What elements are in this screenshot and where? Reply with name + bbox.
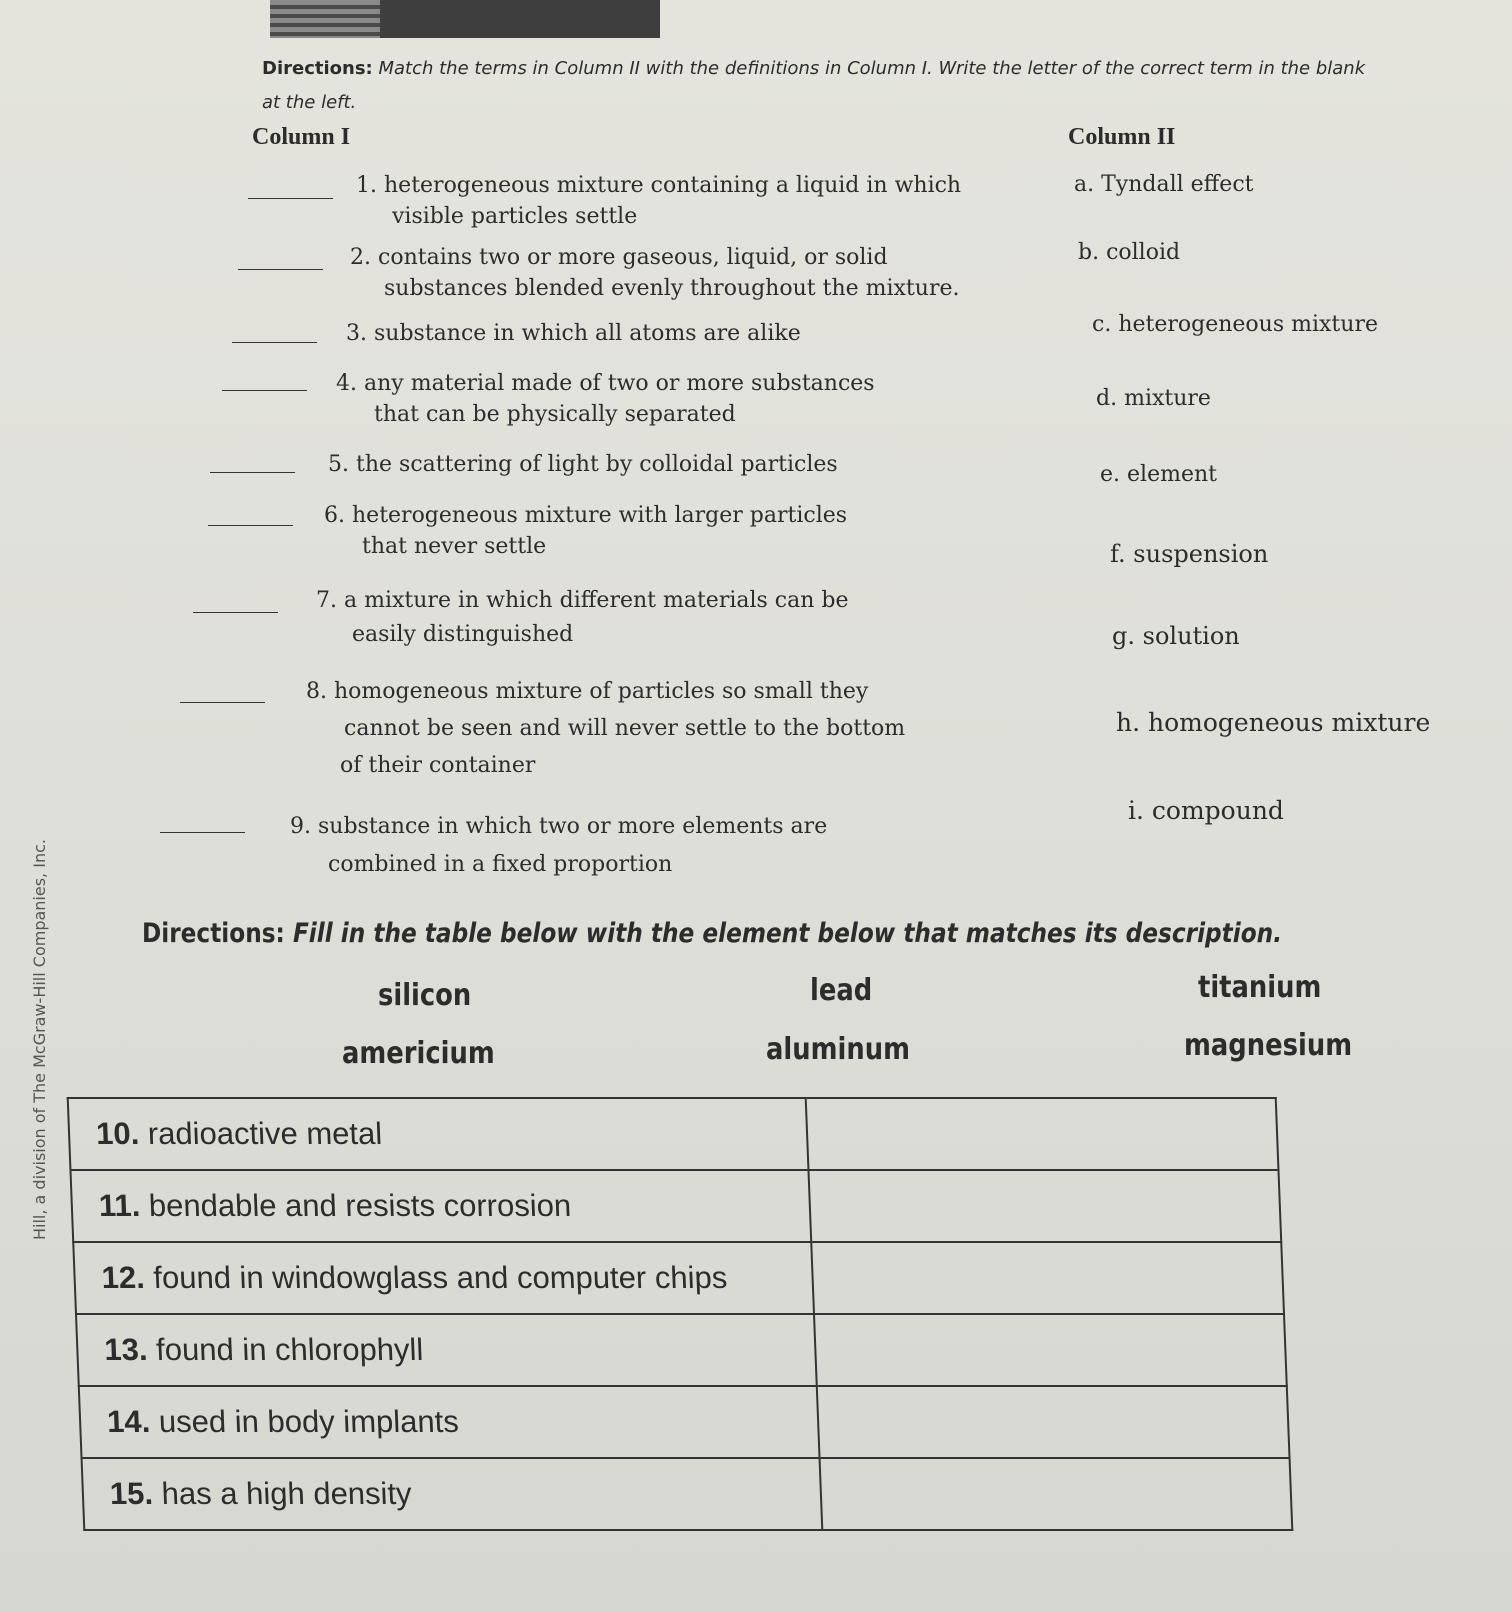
row-description: 10. radioactive metal	[68, 1098, 809, 1170]
directions-label: Directions:	[262, 58, 373, 79]
answer-blank-3[interactable]	[232, 342, 317, 343]
definition-8: 8. homogeneous mixture of particles so small they cannot be seen and will never settle to the bottom of their container	[306, 679, 906, 778]
table-row	[79, 1386, 1290, 1458]
row-description: 12. found in windowglass and computer chips	[73, 1242, 814, 1314]
element-magnesium: magnesium	[1184, 1028, 1353, 1063]
definition-3: 3. substance in which all atoms are alike	[346, 321, 801, 346]
element-silicon: silicon	[378, 978, 472, 1013]
answer-cell-13[interactable]	[814, 1314, 1286, 1386]
element-lead: lead	[810, 973, 873, 1008]
term-i: i. compound	[1128, 796, 1284, 825]
answer-blank-8[interactable]	[180, 702, 265, 703]
term-f: f. suspension	[1110, 540, 1269, 568]
element-americium: americium	[342, 1036, 495, 1071]
term-g: g. solution	[1112, 622, 1240, 650]
term-e: e. element	[1100, 462, 1217, 487]
term-d: d. mixture	[1096, 386, 1211, 411]
answer-cell-15[interactable]	[820, 1458, 1292, 1530]
element-aluminum: aluminum	[766, 1032, 910, 1067]
directions-text: Fill in the table below with the element below that matches its description.	[292, 918, 1283, 949]
header-stripe	[270, 0, 380, 38]
term-h: h. homogeneous mixture	[1116, 708, 1431, 737]
row-description: 13. found in chlorophyll	[76, 1314, 817, 1386]
directions-label: Directions:	[142, 918, 285, 949]
answer-blank-7[interactable]	[193, 612, 278, 613]
row-description: 14. used in body implants	[79, 1386, 820, 1458]
table-directions	[142, 918, 1282, 949]
row-description: 11. bendable and resists corrosion	[70, 1170, 811, 1242]
definition-1: 1. heterogeneous mixture containing a liquid in which visible particles settle	[356, 173, 962, 229]
directions-text: Match the terms in Column II with the definitions in Column I. Write the letter of the correct term in the blank at the left.	[262, 58, 1366, 113]
answer-blank-2[interactable]	[238, 269, 323, 270]
answer-cell-14[interactable]	[817, 1386, 1289, 1458]
answer-cell-10[interactable]	[806, 1098, 1278, 1170]
definition-4: 4. any material made of two or more substances that can be physically separated	[336, 371, 875, 427]
answer-cell-11[interactable]	[809, 1170, 1281, 1242]
answer-cell-12[interactable]	[812, 1242, 1284, 1314]
definition-9: 9. substance in which two or more elements are combined in a fixed proportion	[290, 814, 828, 877]
column-2-header: Column II	[1068, 124, 1176, 150]
table-row	[73, 1242, 1284, 1314]
answer-blank-5[interactable]	[210, 472, 295, 473]
header-bar	[270, 0, 660, 38]
definition-7: 7. a mixture in which different materials can be easily distinguished	[316, 588, 849, 647]
term-c: c. heterogeneous mixture	[1092, 312, 1378, 337]
term-a: a. Tyndall effect	[1074, 172, 1254, 197]
answer-blank-9[interactable]	[160, 832, 245, 833]
answer-blank-1[interactable]	[248, 198, 333, 199]
table-row	[70, 1170, 1281, 1242]
table-row	[82, 1458, 1293, 1530]
element-titanium: titanium	[1198, 970, 1322, 1005]
answer-blank-6[interactable]	[208, 525, 293, 526]
copyright-margin-text: Hill, a division of The McGraw-Hill Companies, Inc.	[30, 839, 49, 1240]
term-b: b. colloid	[1078, 240, 1181, 265]
definition-2: 2. contains two or more gaseous, liquid, or solid substances blended evenly throughout the mixture.	[350, 245, 960, 301]
table-row	[68, 1098, 1279, 1170]
definition-6: 6. heterogeneous mixture with larger particles that never settle	[324, 503, 848, 559]
element-table	[67, 1097, 1294, 1531]
table-row	[76, 1314, 1287, 1386]
matching-directions	[262, 52, 1372, 120]
column-1-header: Column I	[252, 124, 351, 150]
row-description: 15. has a high density	[82, 1458, 823, 1530]
answer-blank-4[interactable]	[222, 390, 307, 391]
definition-5: 5. the scattering of light by colloidal particles	[328, 452, 838, 477]
